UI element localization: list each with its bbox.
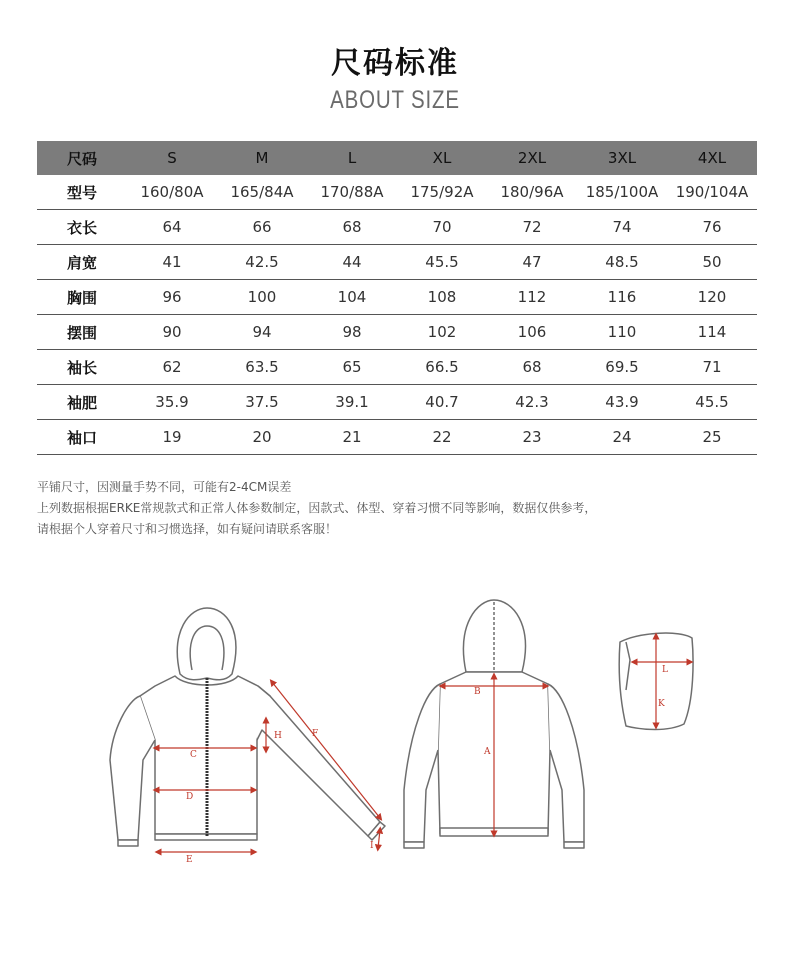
table-row bbox=[37, 280, 757, 315]
table-cell: 20 bbox=[217, 420, 307, 455]
table-cell: 69.5 bbox=[577, 350, 667, 385]
table-cell: 71 bbox=[667, 350, 757, 385]
table-cell: 108 bbox=[397, 280, 487, 315]
note-line: 请根据个人穿着尺寸和习惯选择，如有疑问请联系客服！ bbox=[37, 522, 338, 536]
table-cell: 45.5 bbox=[397, 245, 487, 280]
label-f: F bbox=[312, 729, 319, 739]
row-label: 袖长 bbox=[37, 350, 127, 385]
table-cell: 94 bbox=[217, 315, 307, 350]
table-cell: 19 bbox=[127, 420, 217, 455]
table-cell: 68 bbox=[487, 350, 577, 385]
table-cell: 90 bbox=[127, 315, 217, 350]
table-cell: 42.3 bbox=[487, 385, 577, 420]
table-cell: 110 bbox=[577, 315, 667, 350]
table-cell: 76 bbox=[667, 210, 757, 245]
table-cell: 25 bbox=[667, 420, 757, 455]
table-cell: 35.9 bbox=[127, 385, 217, 420]
table-cell: 42.5 bbox=[217, 245, 307, 280]
table-cell: 112 bbox=[487, 280, 577, 315]
table-header-row bbox=[37, 141, 757, 175]
page-title: 尺码标准 bbox=[331, 46, 459, 81]
table-cell: 64 bbox=[127, 210, 217, 245]
row-label: 袖肥 bbox=[37, 385, 127, 420]
table-cell: 39.1 bbox=[307, 385, 397, 420]
table-cell: 98 bbox=[307, 315, 397, 350]
row-label: 袖口 bbox=[37, 420, 127, 455]
label-e: E bbox=[186, 855, 193, 865]
column-header: L bbox=[307, 141, 397, 175]
table-row bbox=[37, 350, 757, 385]
table-cell: 66 bbox=[217, 210, 307, 245]
table-cell: 62 bbox=[127, 350, 217, 385]
column-header: S bbox=[127, 141, 217, 175]
column-header: M bbox=[217, 141, 307, 175]
row-label: 肩宽 bbox=[37, 245, 127, 280]
table-cell: 21 bbox=[307, 420, 397, 455]
table-cell: 41 bbox=[127, 245, 217, 280]
table-row bbox=[37, 315, 757, 350]
label-i: I bbox=[370, 841, 374, 851]
table-row bbox=[37, 210, 757, 245]
table-cell: 50 bbox=[667, 245, 757, 280]
column-header: 尺码 bbox=[37, 141, 127, 175]
table-cell: 160/80A bbox=[127, 175, 217, 210]
table-row bbox=[37, 420, 757, 455]
note-line: 平铺尺寸，因测量手势不同，可能有2-4CM误差 bbox=[37, 480, 292, 494]
table-cell: 74 bbox=[577, 210, 667, 245]
table-cell: 48.5 bbox=[577, 245, 667, 280]
row-label: 摆围 bbox=[37, 315, 127, 350]
label-k: K bbox=[658, 699, 665, 709]
table-cell: 170/88A bbox=[307, 175, 397, 210]
column-header: 4XL bbox=[667, 141, 757, 175]
size-table bbox=[37, 141, 757, 455]
size-notes bbox=[37, 477, 757, 540]
page-subtitle: ABOUT SIZE bbox=[330, 86, 460, 114]
label-c: C bbox=[190, 750, 197, 760]
table-cell: 114 bbox=[667, 315, 757, 350]
label-a: A bbox=[484, 747, 491, 757]
table-cell: 102 bbox=[397, 315, 487, 350]
row-label: 衣长 bbox=[37, 210, 127, 245]
table-cell: 23 bbox=[487, 420, 577, 455]
column-header: 2XL bbox=[487, 141, 577, 175]
row-label: 型号 bbox=[37, 175, 127, 210]
table-cell: 63.5 bbox=[217, 350, 307, 385]
column-header: 3XL bbox=[577, 141, 667, 175]
table-cell: 180/96A bbox=[487, 175, 577, 210]
table-cell: 40.7 bbox=[397, 385, 487, 420]
measurement-diagram bbox=[0, 590, 790, 880]
table-row bbox=[37, 385, 757, 420]
table-cell: 104 bbox=[307, 280, 397, 315]
label-h: H bbox=[274, 731, 282, 741]
row-label: 胸围 bbox=[37, 280, 127, 315]
table-cell: 43.9 bbox=[577, 385, 667, 420]
label-l: L bbox=[662, 665, 668, 675]
table-cell: 70 bbox=[397, 210, 487, 245]
table-row bbox=[37, 175, 757, 210]
table-cell: 24 bbox=[577, 420, 667, 455]
note-line: 上列数据根据ERKE常规款式和正常人体参数制定，因款式、体型、穿着习惯不同等影响，数据仅供参考， bbox=[37, 501, 597, 515]
table-cell: 185/100A bbox=[577, 175, 667, 210]
table-cell: 37.5 bbox=[217, 385, 307, 420]
label-d: D bbox=[186, 792, 194, 802]
label-b: B bbox=[474, 687, 481, 697]
table-cell: 165/84A bbox=[217, 175, 307, 210]
table-cell: 22 bbox=[397, 420, 487, 455]
table-cell: 47 bbox=[487, 245, 577, 280]
table-row bbox=[37, 245, 757, 280]
table-cell: 190/104A bbox=[667, 175, 757, 210]
table-cell: 72 bbox=[487, 210, 577, 245]
table-cell: 44 bbox=[307, 245, 397, 280]
table-cell: 68 bbox=[307, 210, 397, 245]
jacket-front-outline bbox=[110, 608, 385, 846]
table-cell: 45.5 bbox=[667, 385, 757, 420]
table-cell: 66.5 bbox=[397, 350, 487, 385]
table-cell: 65 bbox=[307, 350, 397, 385]
table-cell: 100 bbox=[217, 280, 307, 315]
column-header: XL bbox=[397, 141, 487, 175]
table-cell: 116 bbox=[577, 280, 667, 315]
table-cell: 96 bbox=[127, 280, 217, 315]
table-cell: 106 bbox=[487, 315, 577, 350]
table-cell: 120 bbox=[667, 280, 757, 315]
table-cell: 175/92A bbox=[397, 175, 487, 210]
